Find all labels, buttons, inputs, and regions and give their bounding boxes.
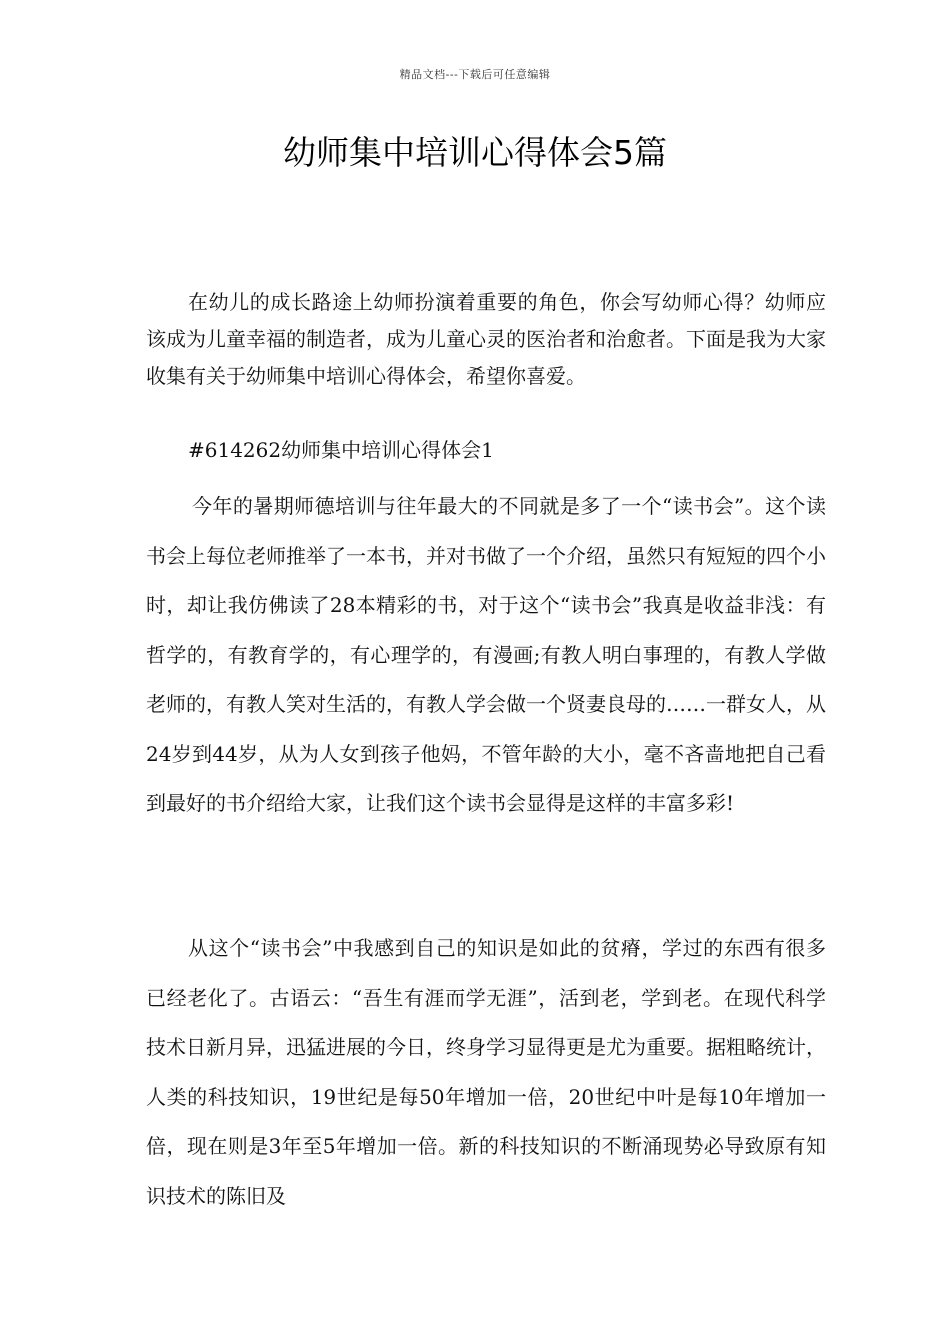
- body-paragraph-2: 从这个“读书会”中我感到自己的知识是如此的贫瘠，学过的东西有很多已经老化了。古语云：“吾生有涯而学无涯”，活到老，学到老。在现代科学技术日新月异，迅猛进展的今日，终身学习显得更是尤为重要。据粗略统计，人类的科技知识，19世纪是每50年增加一倍，20世纪中叶是每10年增加一倍，现在则是3年至5年增加一倍。新的科技知识的不断涌现势必导致原有知识技术的陈旧及: [146, 936, 826, 1208]
- body-paragraph-1: 今年的暑期师德培训与往年最大的不同就是多了一个“读书会”。这个读书会上每位老师推举了一本书，并对书做了一个介绍，虽然只有短短的四个小时，却让我仿佛读了28本精彩的书，对于这个“读书会”我真是收益非浅：有哲学的，有教育学的，有心理学的，有漫画;有教人明白事理的，有教人学做老师的，有教人笑对生活的，有教人学会做一个贤妻良母的……一群女人，从24岁到44岁，从为人女到孩子他妈，不管年龄的大小，毫不吝啬地把自己看到最好的书介绍给大家，让我们这个读书会显得是这样的丰富多彩!: [146, 494, 826, 815]
- page-title: 幼师集中培训心得体会5篇: [283, 133, 667, 172]
- intro-paragraph: 在幼儿的成长路途上幼师扮演着重要的角色，你会写幼师心得？幼师应该成为儿童幸福的制造者，成为儿童心灵的医治者和治愈者。下面是我为大家收集有关于幼师集中培训心得体会，希望你喜爱。: [146, 290, 826, 388]
- section-heading: #614262幼师集中培训心得体会1: [188, 438, 494, 462]
- header-note: 精品文档---下载后可任意编辑: [399, 68, 551, 81]
